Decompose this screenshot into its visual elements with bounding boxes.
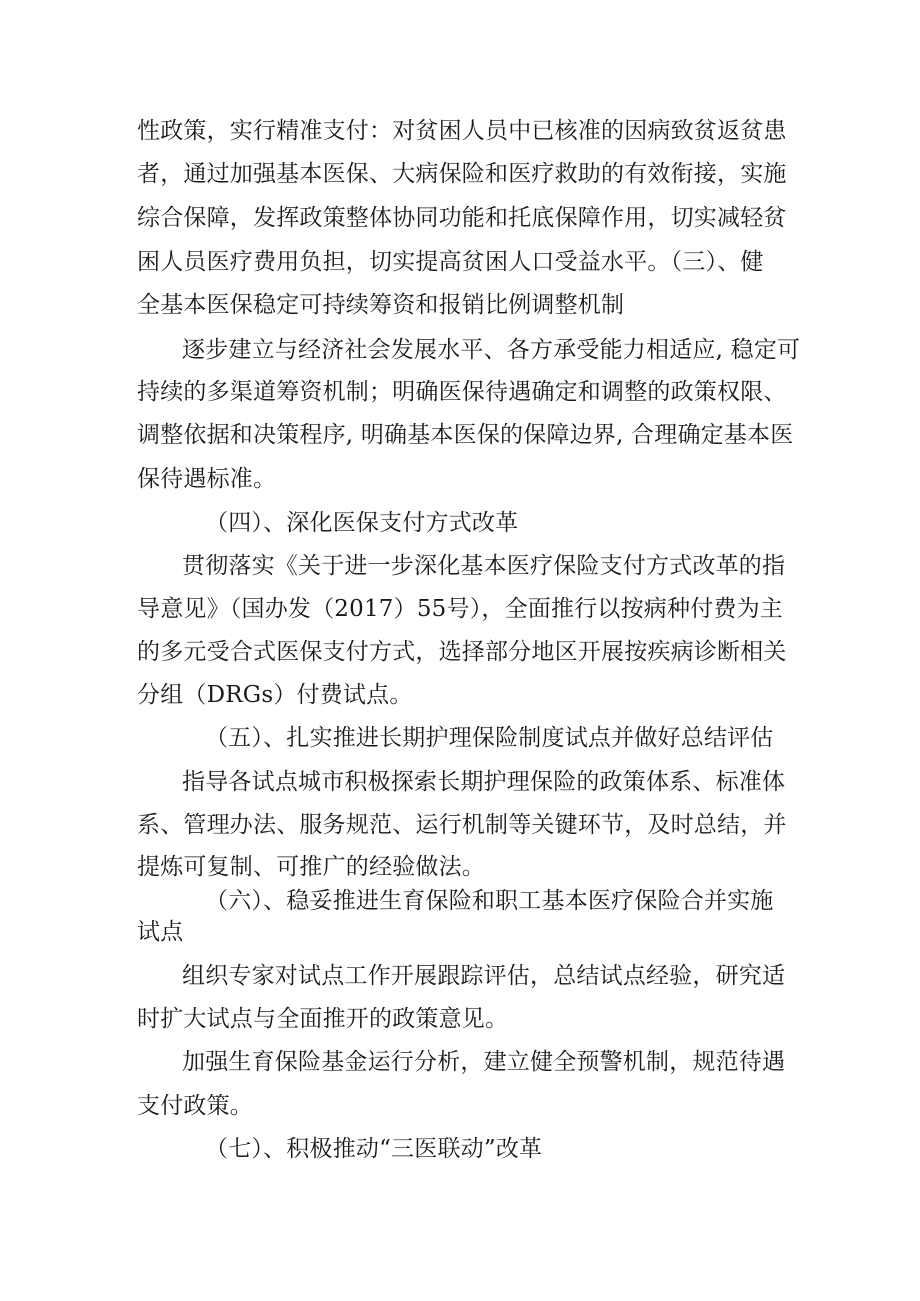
paragraph-line: 分组（DRGs）付费试点。 [137,682,413,708]
paragraph-line: 保待遇标准。 [137,466,277,492]
section-heading-4: （四）、深化医保支付方式改革 [205,510,519,536]
paragraph-line: 时扩大试点与全面推开的政策意见。 [137,1006,509,1032]
paragraph-line: 试点 [137,919,184,945]
section-heading-7: （七）、积极推动“三医联动”改革 [205,1136,543,1162]
paragraph-line: 全基本医保稳定可持续筹资和报销比例调整机制 [137,292,625,318]
paragraph-line: 指导各试点城市积极探索长期护理保险的政策体系、标准体 [182,769,786,795]
paragraph-line: 提炼可复制、可推广的经验做法。 [137,854,485,880]
paragraph-line: 调整依据和决策程序, 明确基本医保的保障边界, 合理确定基本医 [137,422,794,448]
paragraph-line: 逐步建立与经济社会发展水平、各方承受能力相适应, 稳定可 [182,337,801,363]
paragraph-line: 加强生育保险基金运行分析，建立健全预警机制，规范待遇 [182,1049,786,1075]
paragraph-line: 的多元受合式医保支付方式，选择部分地区开展按疾病诊断相关 [137,639,787,665]
paragraph-line: 持续的多渠道筹资机制；明确医保待遇确定和调整的政策权限、 [137,379,787,405]
paragraph-line: 组织专家对试点工作开展跟踪评估，总结试点经验，研究适 [182,963,786,989]
paragraph-line: 系、管理办法、服务规范、运行机制等关键环节，及时总结，并 [137,812,787,838]
paragraph-line: 性政策，实行精准支付：对贫困人员中已核准的因病致贫返贫患 [137,118,787,144]
paragraph-line: 者，通过加强基本医保、大病保险和医疗救助的有效衔接，实施 [137,161,787,187]
paragraph-line: 贯彻落实《关于进一步深化基本医疗保险支付方式改革的指 [182,553,786,579]
paragraph-line: 困人员医疗费用负担，切实提高贫困人口受益水平。（三）、健 [137,249,764,275]
paragraph-line: 导意见》（国办发（2017）55号），全面推行以按病种付费为主 [137,596,783,622]
paragraph-line: 综合保障，发挥政策整体协同功能和托底保障作用，切实减轻贫 [137,205,787,231]
section-heading-5: （五）、扎实推进长期护理保险制度试点并做好总结评估 [205,725,774,751]
section-heading-6: （六）、稳妥推进生育保险和职工基本医疗保险合并实施 [205,888,774,914]
paragraph-line: 支付政策。 [137,1093,253,1119]
